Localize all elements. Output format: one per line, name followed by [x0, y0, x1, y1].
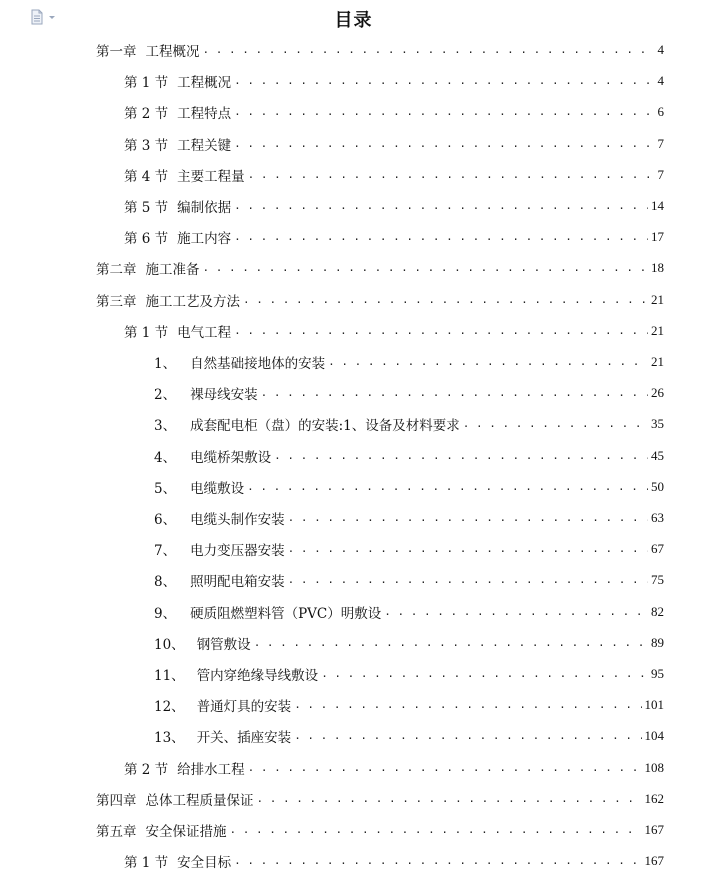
toc-dot-leader [247, 476, 648, 498]
toc-entry-title: 电缆敷设 [190, 480, 245, 497]
toc-dot-leader [294, 694, 641, 716]
toc-entry-page: 14 [651, 198, 664, 213]
toc-entry-page: 89 [651, 634, 664, 650]
toc-dot-leader [328, 351, 648, 373]
toc-entry-number: 第 4 节 [124, 168, 169, 185]
toc-dot-leader [248, 164, 655, 186]
toc-entry-page: 104 [644, 728, 664, 744]
toc-entry-page: 17 [651, 229, 664, 245]
toc-entry-number: 第四章 [96, 792, 137, 809]
toc-entry-title: 总体工程质量保证 [145, 792, 254, 809]
toc-entry[interactable] [124, 850, 664, 872]
toc-entry-number: 7、 [154, 543, 177, 560]
toc-entry-page: 7 [657, 166, 664, 182]
toc-entry[interactable] [96, 819, 664, 841]
toc-entry-title: 安全目标 [177, 855, 232, 872]
toc-entry[interactable] [96, 39, 664, 61]
toc-entry-number: 10、 [154, 636, 185, 653]
toc-entry-number: 第 3 节 [124, 137, 169, 154]
toc-dot-leader [294, 725, 641, 747]
toc-entry-number: 4、 [154, 449, 177, 466]
toc-dot-leader [234, 320, 648, 342]
toc-entry-number: 6、 [154, 512, 177, 528]
toc-dot-leader [234, 70, 654, 92]
toc-entry[interactable] [124, 70, 664, 92]
toc-entry-number: 8、 [154, 574, 177, 591]
toc-entry-page: 167 [644, 822, 664, 837]
toc-entry-page: 4 [657, 73, 664, 89]
toc-entry-number: 第 2 节 [124, 761, 169, 778]
toc-dot-leader [230, 819, 642, 841]
page-title: 目录 [334, 10, 373, 31]
toc-dot-leader [274, 445, 648, 467]
toc-entry-page: 35 [651, 416, 664, 432]
toc-entry-number: 第一章 [96, 44, 137, 60]
toc-entry-title: 安全保证措施 [145, 824, 227, 840]
toc-entry-title: 开关、插座安装 [196, 730, 292, 747]
toc-dot-leader [234, 133, 654, 155]
toc-dot-leader [203, 257, 649, 279]
toc-entry[interactable] [154, 694, 664, 716]
toc-dot-leader [384, 601, 648, 623]
toc-entry[interactable] [96, 257, 664, 279]
toc-dot-leader [463, 413, 648, 435]
toc-entry-page: 21 [651, 291, 664, 307]
toc-entry-number: 第 1 节 [124, 855, 169, 872]
toc-entry[interactable] [96, 289, 664, 311]
toc-entry-number: 3、 [154, 418, 177, 435]
toc-entry-title: 电缆桥架敷设 [190, 449, 272, 466]
toc-dot-leader [234, 195, 648, 217]
toc-entry-page: 50 [651, 478, 664, 494]
toc-entry-title: 主要工程量 [177, 168, 245, 185]
toc-entry-number: 第 1 节 [124, 75, 169, 92]
toc-dot-leader [261, 382, 648, 404]
toc-entry[interactable] [96, 788, 664, 810]
toc-dot-leader [257, 788, 642, 810]
toc-entry[interactable] [154, 663, 664, 685]
toc-entry-title: 硬质阻燃塑料管（PVC）明敷设 [190, 605, 382, 622]
toc-entry[interactable] [154, 632, 664, 654]
toc-entry-number: 第 5 节 [124, 200, 169, 216]
toc-entry[interactable] [154, 538, 664, 560]
toc-entry-page: 67 [651, 541, 664, 557]
toc-entry[interactable] [124, 101, 664, 123]
toc-entry-number: 12、 [154, 699, 185, 716]
toc-dot-leader [234, 101, 654, 123]
toc-entry-page: 75 [651, 572, 664, 588]
toc-entry-title: 成套配电柜（盘）的安装:1、设备及材料要求 [190, 418, 460, 435]
toc-dot-leader [234, 226, 648, 248]
toc-dot-leader [321, 663, 648, 685]
toc-entry[interactable] [154, 569, 664, 591]
toc-entry-page: 21 [651, 354, 664, 369]
toc-entry-title: 管内穿绝缘导线敷设 [196, 668, 319, 684]
toc-entry-title: 施工准备 [145, 262, 200, 279]
toc-entry-title: 裸母线安装 [190, 387, 258, 404]
toc-entry-title: 工程特点 [177, 106, 232, 123]
toc-entry[interactable] [154, 382, 664, 404]
toc-entry-title: 自然基础接地体的安装 [190, 356, 326, 372]
toc-entry[interactable] [124, 320, 664, 342]
toc-entry-page: 18 [651, 260, 664, 276]
toc-entry[interactable] [124, 757, 664, 779]
toc-entry-title: 工程概况 [145, 44, 200, 60]
toc-entry[interactable] [154, 725, 664, 747]
toc-entry[interactable] [154, 476, 664, 498]
toc-entry-number: 第三章 [96, 293, 137, 310]
toc-entry-number: 2、 [154, 387, 177, 404]
toc-entry-page: 82 [651, 603, 664, 619]
toc-dot-leader [254, 632, 648, 654]
toc-entry-page: 167 [644, 853, 664, 869]
toc-dot-leader [234, 850, 641, 872]
toc-dot-leader [288, 569, 648, 591]
toc-entry-number: 第五章 [96, 824, 137, 840]
toc-entry-number: 第 6 节 [124, 231, 169, 248]
toc-entry-page: 21 [651, 322, 664, 338]
toc-entry-number: 5、 [154, 480, 177, 497]
toc-dot-leader [288, 507, 648, 529]
toc-entry-page: 4 [657, 42, 664, 57]
toc-entry[interactable] [154, 507, 664, 529]
toc-entry[interactable] [154, 601, 664, 623]
toc-entry-page: 26 [651, 385, 664, 401]
toc-entry[interactable] [124, 164, 664, 186]
toc-entry-number: 第二章 [96, 262, 137, 279]
toc-entry-number: 1、 [154, 356, 177, 372]
toc-entry-page: 63 [651, 510, 664, 525]
toc-entry-title: 电缆头制作安装 [190, 512, 285, 528]
toc-entry-title: 工程关键 [177, 137, 232, 154]
toc-entry[interactable] [124, 195, 664, 217]
toc-entry-number: 第 2 节 [124, 106, 169, 123]
toc-entry-title: 给排水工程 [177, 761, 245, 778]
toc-dot-leader [288, 538, 648, 560]
toc-entry[interactable] [154, 351, 664, 373]
toc-entry-page: 95 [651, 666, 664, 681]
toc-entry-title: 电力变压器安装 [190, 543, 285, 560]
toc-entry[interactable] [124, 226, 664, 248]
toc-entry-title: 施工工艺及方法 [145, 293, 240, 310]
toc-entry[interactable] [154, 445, 664, 467]
toc-entry-number: 第 1 节 [124, 324, 169, 341]
toc-dot-leader [248, 757, 642, 779]
toc-entry-title: 工程概况 [177, 75, 232, 92]
toc-entry-page: 6 [657, 104, 664, 120]
toc-entry[interactable] [124, 133, 664, 155]
toc-entry-title: 施工内容 [177, 231, 232, 248]
toc-entry-title: 电气工程 [177, 324, 232, 341]
toc-entry-title: 编制依据 [177, 200, 232, 216]
toc-entry[interactable] [154, 413, 664, 435]
toc-entry-page: 101 [644, 697, 664, 713]
toc-entry-page: 108 [644, 759, 664, 775]
toc-dot-leader [243, 289, 648, 311]
toc-entry-number: 9、 [154, 605, 177, 622]
toc-entry-title: 普通灯具的安装 [196, 699, 292, 716]
toc-entry-number: 11、 [154, 668, 185, 684]
toc-entry-title: 钢管敷设 [196, 636, 251, 653]
toc-entry-number: 13、 [154, 730, 185, 747]
toc-dot-leader [203, 39, 655, 61]
toc-entry-title: 照明配电箱安装 [190, 574, 285, 591]
toc-entry-page: 45 [651, 447, 664, 463]
toc-entry-page: 162 [644, 790, 664, 806]
toc-entry-page: 7 [657, 135, 664, 151]
